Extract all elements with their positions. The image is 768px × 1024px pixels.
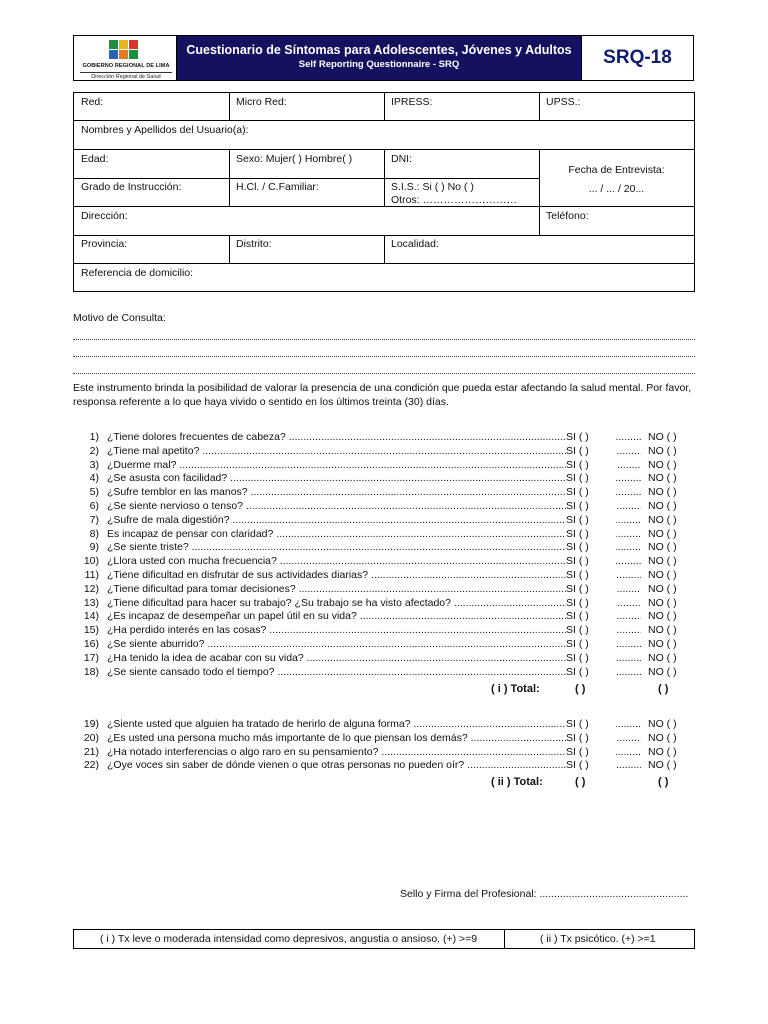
question-text: ¿Se siente aburrido? ..... — [107, 638, 641, 650]
question-row — [77, 486, 697, 500]
total-1-si[interactable]: ( ) — [575, 683, 586, 695]
scoring-legend — [73, 929, 695, 949]
total-2-no[interactable]: ( ) — [658, 776, 669, 788]
question-text: ¿Sufre temblor en las manos? ..... — [107, 486, 641, 498]
question-row — [77, 541, 697, 555]
answer-no[interactable]: NO ( ) — [648, 486, 677, 499]
answer-no[interactable]: NO ( ) — [648, 759, 677, 772]
question-row — [77, 459, 697, 473]
question-text: Es incapaz de pensar con claridad? ..... — [107, 528, 641, 540]
logo-square-blue — [109, 50, 118, 59]
answer-si[interactable]: SI ( ) — [566, 528, 616, 540]
field-fecha-entrevista[interactable]: ... / ... / 20... — [588, 183, 645, 195]
question-text: ¿Oye voces sin saber de dónde vienen o que otras personas no pueden oír? ..... — [107, 759, 641, 771]
answer-si[interactable]: SI ( ) — [566, 666, 616, 678]
answer-no[interactable]: NO ( ) — [648, 458, 677, 471]
question-number: 21) — [83, 745, 99, 758]
question-text: ¿Tiene dificultad en disfrutar de sus actividades diarias? ..... — [107, 569, 641, 581]
legend-group-2: ( ii ) Tx psicótico. (+) >=1 — [540, 933, 656, 945]
question-row — [77, 583, 697, 597]
question-row — [77, 718, 697, 732]
question-row — [77, 746, 697, 760]
logo-square-red — [129, 40, 138, 49]
answer-no[interactable]: NO ( ) — [648, 569, 677, 581]
question-text: ¿Tiene mal apetito? ..... — [107, 445, 641, 457]
question-text: ¿Se siente triste? ..... — [107, 541, 641, 553]
answer-si[interactable]: SI ( ) — [566, 541, 616, 553]
logo-square-yellow — [119, 40, 128, 49]
question-text: ¿Se asusta con facilidad? ..... — [107, 472, 641, 484]
question-row — [77, 759, 697, 773]
question-row — [77, 555, 697, 569]
form-header — [73, 35, 694, 81]
question-number: 15) — [83, 624, 99, 637]
answer-no[interactable]: NO ( ) — [648, 624, 677, 637]
question-text: ¿Sufre de mala digestión? ..... — [107, 514, 641, 526]
motivo-line-2[interactable] — [73, 356, 695, 357]
field-micro-red[interactable]: Micro Red: — [236, 96, 287, 108]
field-grado-instruccion[interactable]: Grado de Instrucción: — [81, 181, 182, 193]
legend-group-1: ( i ) Tx leve o moderada intensidad como depresivos, angustia o ansioso. (+) >=9 — [100, 933, 478, 945]
title-banner — [177, 36, 581, 80]
field-sis[interactable]: S.I.S.: Si ( ) No ( ) — [391, 181, 474, 193]
answer-no[interactable]: NO ( ) — [648, 555, 677, 568]
motivo-line-3[interactable] — [73, 373, 695, 374]
total-2-si[interactable]: ( ) — [575, 776, 586, 788]
answer-si[interactable]: SI ( ) — [566, 486, 616, 498]
question-row — [77, 514, 697, 528]
field-localidad[interactable]: Localidad: — [391, 238, 439, 250]
answer-si[interactable]: SI ( ) — [566, 718, 616, 730]
answer-si[interactable]: SI ( ) — [566, 500, 616, 512]
question-row — [77, 528, 697, 542]
question-text: ¿Duerme mal? ..... — [107, 459, 641, 471]
field-upss[interactable]: UPSS.: — [546, 96, 581, 108]
answer-no[interactable]: NO ( ) — [648, 638, 677, 650]
question-number: 17) — [83, 651, 99, 664]
answer-si[interactable]: SI ( ) — [566, 459, 616, 471]
answer-no[interactable]: NO ( ) — [648, 665, 677, 678]
answer-no[interactable]: NO ( ) — [648, 541, 677, 554]
answer-si[interactable]: SI ( ) — [566, 472, 616, 484]
question-number: 10) — [83, 555, 99, 568]
signature-field[interactable]: Sello y Firma del Profesional: ................................................... — [400, 888, 689, 900]
question-number: 19) — [83, 718, 99, 730]
question-number: 20) — [83, 731, 99, 744]
question-text: ¿Siente usted que alguien ha tratado de herirlo de alguna forma? ..... — [107, 718, 641, 730]
question-number: 2) — [89, 444, 99, 457]
answer-no[interactable]: NO ( ) — [648, 745, 677, 758]
question-number: 6) — [89, 500, 99, 512]
answer-no[interactable]: NO ( ) — [648, 718, 677, 730]
answer-no[interactable]: NO ( ) — [648, 731, 677, 744]
field-distrito[interactable]: Distrito: — [236, 238, 272, 250]
answer-no[interactable]: NO ( ) — [648, 444, 677, 457]
form-code: SRQ-18 — [581, 36, 693, 80]
question-number: 3) — [89, 458, 99, 471]
question-text: ¿Ha tenido la idea de acabar con su vida? ..... — [107, 652, 641, 664]
field-red[interactable]: Red: — [81, 96, 104, 108]
answer-no[interactable]: NO ( ) — [648, 610, 677, 623]
field-nombres[interactable]: Nombres y Apellidos del Usuario(a): — [81, 124, 249, 136]
answer-no[interactable]: NO ( ) — [648, 500, 677, 512]
question-text: ¿Tiene dolores frecuentes de cabeza? ..... — [107, 431, 641, 443]
question-row — [77, 472, 697, 486]
answer-si[interactable]: SI ( ) — [566, 638, 616, 650]
total-1-no[interactable]: ( ) — [658, 683, 669, 695]
question-number: 18) — [83, 665, 99, 678]
logo-square-orange — [119, 50, 128, 59]
logo-text-government: GOBIERNO REGIONAL DE LIMA — [82, 63, 170, 69]
fecha-entrevista-label: Fecha de Entrevista: — [568, 164, 665, 176]
page-subtitle: Self Reporting Questionnaire - SRQ — [298, 59, 460, 70]
logo — [74, 36, 177, 80]
question-number: 4) — [89, 472, 99, 485]
question-row — [77, 500, 697, 514]
logo-square-green — [109, 40, 118, 49]
intro-text-line1: Este instrumento brinda la posibilidad de valorar la presencia de una condición que pueda estar afectando la salud mental. Por favor, — [73, 382, 692, 394]
answer-si[interactable]: SI ( ) — [566, 652, 616, 664]
field-referencia-domicilio[interactable]: Referencia de domicilio: — [81, 267, 194, 279]
question-number: 13) — [83, 596, 99, 609]
motivo-line-1[interactable] — [73, 339, 695, 340]
question-number: 8) — [89, 527, 99, 540]
answer-si[interactable]: SI ( ) — [566, 746, 616, 758]
question-text: ¿Se siente nervioso o tenso? ..... — [107, 500, 641, 512]
question-row — [77, 431, 697, 445]
question-number: 7) — [89, 513, 99, 526]
question-row — [77, 610, 697, 624]
answer-no[interactable]: NO ( ) — [648, 431, 677, 443]
question-row — [77, 652, 697, 666]
field-otros[interactable]: Otros: ……………………… — [391, 194, 518, 206]
question-row — [77, 597, 697, 611]
answer-no[interactable]: NO ( ) — [648, 527, 677, 540]
field-direccion[interactable]: Dirección: — [81, 210, 128, 222]
patient-data-table — [73, 92, 695, 292]
answer-si[interactable]: SI ( ) — [566, 624, 616, 636]
question-text: ¿Llora usted con mucha frecuencia? ..... — [107, 555, 641, 567]
intro-text-line2: responsa referente a lo que haya vivido o sentido en los últimos treinta (30) días. — [73, 396, 449, 408]
question-row — [77, 569, 697, 583]
question-text: ¿Se siente cansado todo el tiempo? ..... — [107, 666, 641, 678]
answer-si[interactable]: SI ( ) — [566, 610, 616, 622]
logo-square-green2 — [129, 50, 138, 59]
motivo-label: Motivo de Consulta: — [73, 312, 166, 324]
page-title: Cuestionario de Síntomas para Adolescentes, Jóvenes y Adultos — [186, 43, 572, 57]
answer-si[interactable]: SI ( ) — [566, 555, 616, 567]
question-number: 5) — [89, 486, 99, 499]
question-text: ¿Tiene dificultad para hacer su trabajo? ¿Su trabajo se ha visto afectado? ..... — [107, 597, 641, 609]
answer-no[interactable]: NO ( ) — [648, 651, 677, 664]
question-text: ¿Es incapaz de desempeñar un papel útil en su vida? ..... — [107, 610, 641, 622]
question-row — [77, 624, 697, 638]
question-number: 12) — [83, 582, 99, 595]
total-2-label: ( ii ) Total: — [491, 776, 543, 788]
question-row — [77, 732, 697, 746]
question-text: ¿Ha perdido interés en las cosas? ..... — [107, 624, 641, 636]
field-sexo[interactable]: Sexo: Mujer( ) Hombre( ) — [236, 153, 353, 165]
question-number: 16) — [83, 638, 99, 650]
answer-no[interactable]: NO ( ) — [648, 582, 677, 595]
answer-si[interactable]: SI ( ) — [566, 569, 616, 581]
answer-no[interactable]: NO ( ) — [648, 596, 677, 609]
answer-si[interactable]: SI ( ) — [566, 732, 616, 744]
answer-no[interactable]: NO ( ) — [648, 513, 677, 526]
answer-si[interactable]: SI ( ) — [566, 514, 616, 526]
field-hcl[interactable]: H.Cl. / C.Familiar: — [236, 181, 319, 193]
answer-si[interactable]: SI ( ) — [566, 431, 616, 443]
question-number: 22) — [83, 759, 99, 772]
question-row — [77, 445, 697, 459]
field-edad[interactable]: Edad: — [81, 153, 109, 165]
question-text: ¿Tiene dificultad para tomar decisiones? ..... — [107, 583, 641, 595]
answer-si[interactable]: SI ( ) — [566, 583, 616, 595]
question-number: 9) — [89, 541, 99, 554]
answer-si[interactable]: SI ( ) — [566, 759, 616, 771]
field-telefono[interactable]: Teléfono: — [546, 210, 589, 222]
question-text: ¿Ha notado interferencias o algo raro en su pensamiento? ..... — [107, 746, 641, 758]
question-row — [77, 638, 697, 652]
question-number: 11) — [84, 569, 99, 581]
field-provincia[interactable]: Provincia: — [81, 238, 128, 250]
question-row — [77, 666, 697, 680]
question-number: 14) — [83, 610, 99, 623]
field-dni[interactable]: DNI: — [391, 153, 412, 165]
question-number: 1) — [89, 431, 99, 443]
logo-text-direction: Dirección Regional de Salud — [80, 72, 172, 80]
question-text: ¿Es usted una persona mucho más importante de lo que piensan los demás? ..... — [107, 732, 641, 744]
total-1-label: ( i ) Total: — [491, 683, 540, 695]
answer-si[interactable]: SI ( ) — [566, 445, 616, 457]
field-ipress[interactable]: IPRESS: — [391, 96, 433, 108]
answer-si[interactable]: SI ( ) — [566, 597, 616, 609]
answer-no[interactable]: NO ( ) — [648, 472, 677, 485]
